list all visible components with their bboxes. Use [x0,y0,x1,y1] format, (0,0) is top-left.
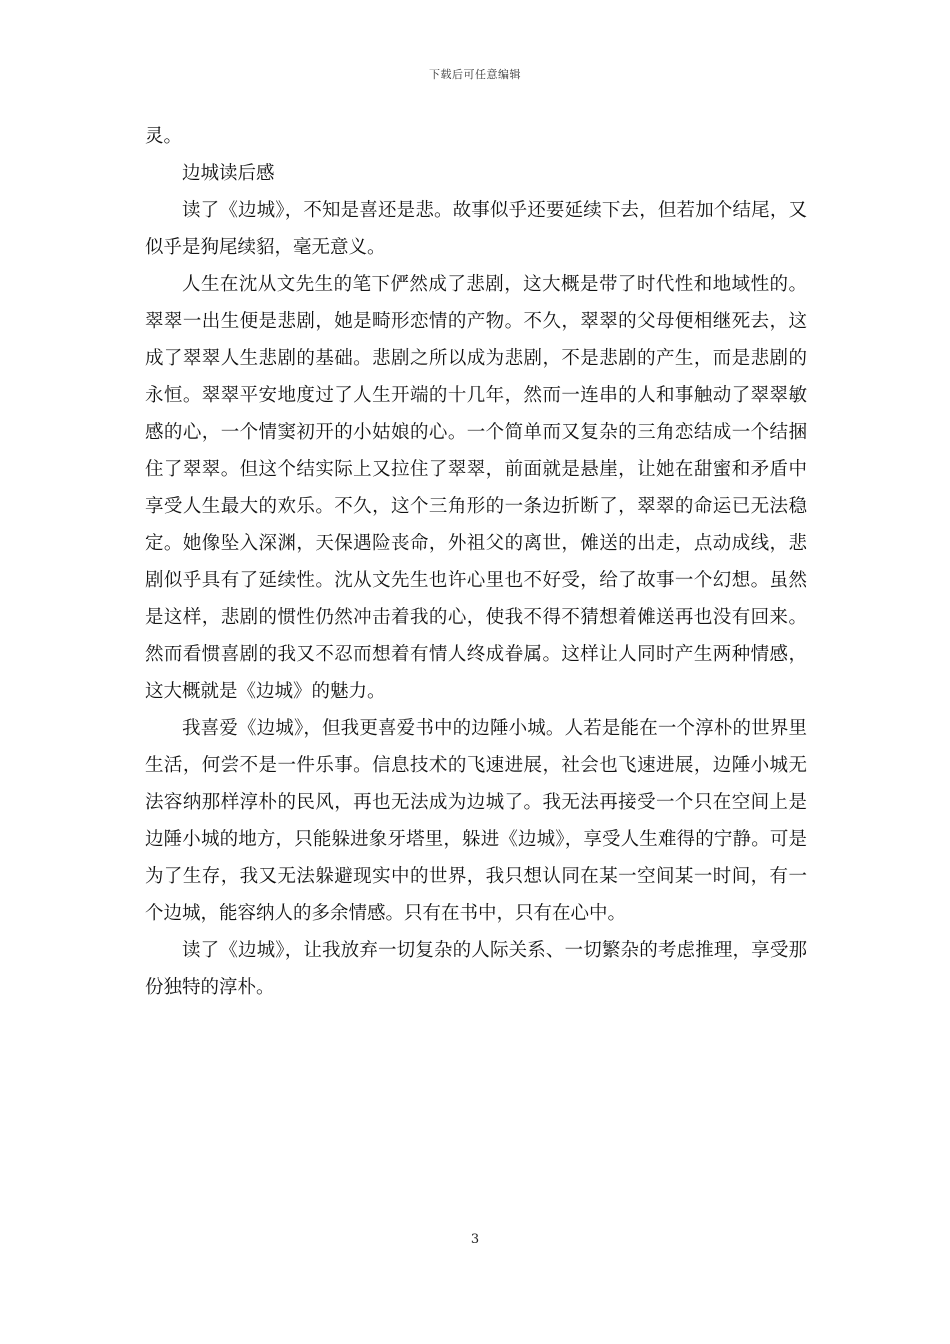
page-number: 3 [470,1232,480,1247]
page-header: 下载后可任意编辑 [429,68,521,81]
paragraph-conclusion: 读了《边城》，让我放弃一切复杂的人际关系、一切繁杂的考虑推理，享受那份独特的淳朴。 [145,940,807,998]
paragraph-intro: 读了《边城》，不知是喜还是悲。故事似乎还要延续下去，但若加个结尾，又似乎是狗尾续貂，毫无意义。 [145,200,807,258]
document-body [145,118,807,1006]
paragraph-continuation: 灵。 [145,126,183,147]
section-title: 边城读后感 [182,163,275,184]
paragraph-tragedy: 人生在沈从文先生的笔下俨然成了悲剧，这大概是带了时代性和地域性的。翠翠一出生便是悲剧，她是畸形恋情的产物。不久，翠翠的父母便相继死去，这成了翠翠人生悲剧的基础。悲剧之所以成为悲剧，不是悲剧的产生，而是悲剧的永恒。翠翠平安地度过了人生开端的十几年，然而一连串的人和事触动了翠翠敏感的心，一个情窦初开的小姑娘的心。一个简单而又复杂的三角恋结成一个结捆住了翠翠。但这个结实际上又拉住了翠翠，前面就是悬崖，让她在甜蜜和矛盾中享受人生最大的欢乐。不久，这个三角形的一条边折断了，翠翠的命运已无法稳定。她像坠入深渊，天保遇险丧命，外祖父的离世，傩送的出走，点动成线，悲剧似乎具有了延续性。沈从文先生也许心里也不好受，给了故事一个幻想。虽然是这样，悲剧的惯性仍然冲击着我的心，使我不得不猜想着傩送再也没有回来。然而看惯喜剧的我又不忍而想着有情人终成眷属。这样让人同时产生两种情感，这大概就是《边城》的魅力。 [145,274,807,702]
paragraph-border-town: 我喜爱《边城》，但我更喜爱书中的边陲小城。人若是能在一个淳朴的世界里生活，何尝不是一件乐事。信息技术的飞速进展，社会也飞速进展，边陲小城无法容纳那样淳朴的民风，再也无法成为边城了。我无法再接受一个只在空间上是边陲小城的地方，只能躲进象牙塔里，躲进《边城》，享受人生难得的宁静。可是为了生存，我又无法躲避现实中的世界，我只想认同在某一空间某一时间，有一个边城，能容纳人的多余情感。只有在书中，只有在心中。 [145,718,807,924]
